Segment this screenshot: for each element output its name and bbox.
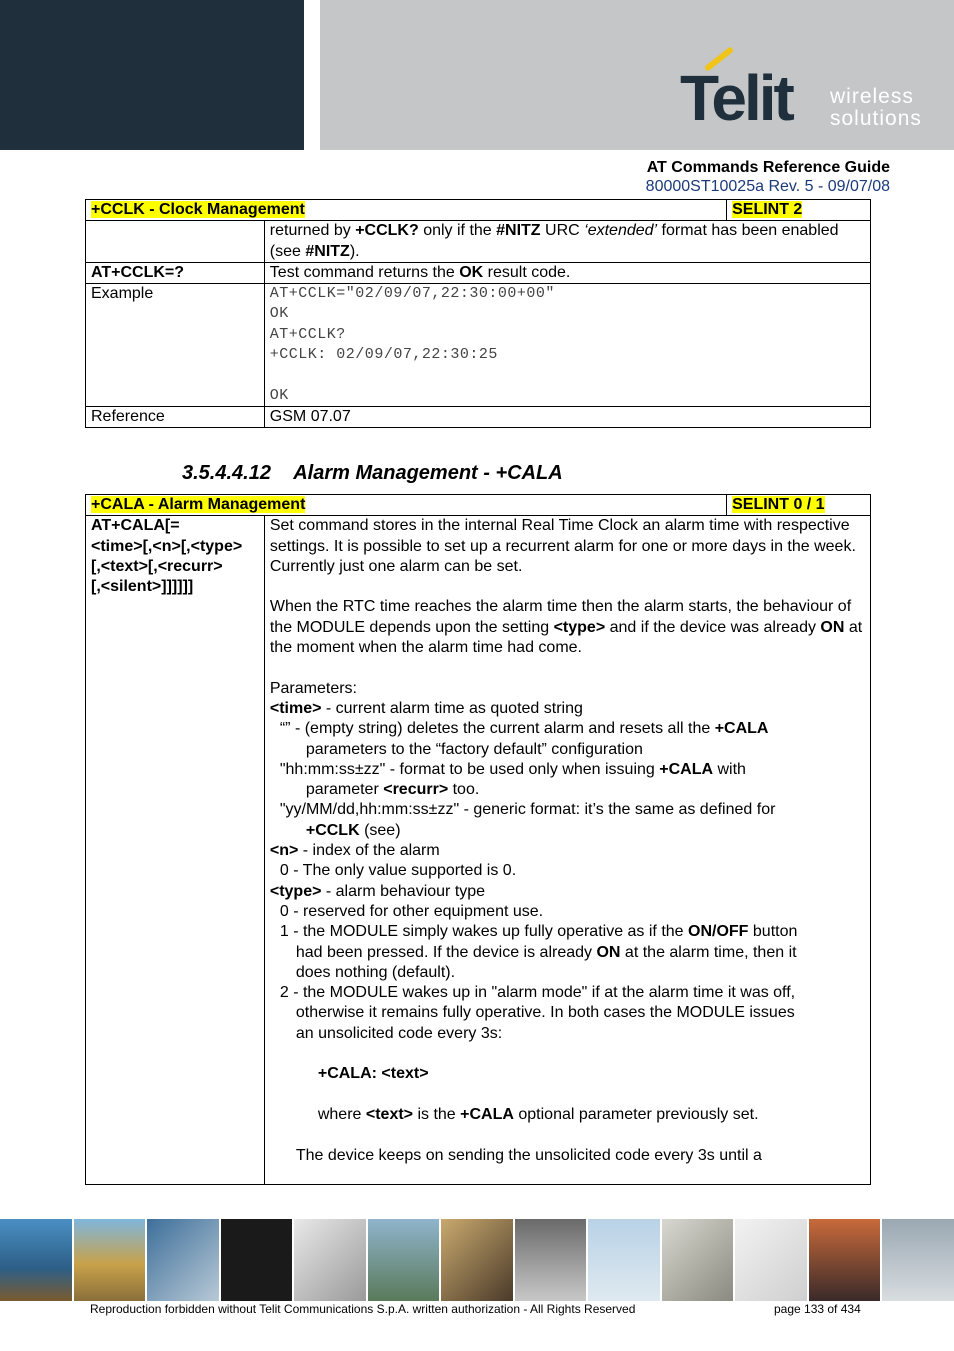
param-type-option: does nothing (default). bbox=[295, 963, 456, 981]
cclk-reference-row bbox=[86, 406, 871, 427]
photo-meter bbox=[147, 1219, 219, 1301]
photo-wind-turbines bbox=[588, 1219, 660, 1301]
cclk-test-row bbox=[86, 262, 871, 283]
photo-laser bbox=[735, 1219, 807, 1301]
cclk-selint-cell bbox=[727, 200, 871, 221]
photo-security-camera bbox=[882, 1219, 954, 1301]
cclk-title-cell bbox=[86, 200, 727, 221]
cala-table bbox=[85, 494, 871, 1185]
param-type-option: otherwise it remains fully operative. In both cases the MODULE issues bbox=[295, 1004, 795, 1022]
code-blank-line bbox=[270, 365, 865, 385]
photo-card-reader bbox=[441, 1219, 513, 1301]
cala-selint-cell bbox=[727, 495, 871, 516]
params-label: Parameters: bbox=[269, 679, 357, 697]
cclk-cont-text: returned by +CCLK? only if the #NITZ URC ‘extended’ format has been enabled (see #NITZ). bbox=[264, 221, 870, 263]
param-time-option: +CCLK (see) bbox=[305, 821, 401, 839]
cala-title: +CALA - Alarm Management bbox=[91, 496, 306, 513]
cclk-table bbox=[85, 199, 871, 428]
code-line: OK bbox=[269, 386, 289, 404]
cala-set-command: AT+CALA[= <time>[,<n>[,<type> [,<text>[,<recurr> [,<silent>]]]]]] bbox=[86, 516, 265, 1185]
param-time-option: parameter <recurr> too. bbox=[305, 781, 480, 799]
para-one-alarm: Currently just one alarm can be set. bbox=[269, 557, 523, 575]
cala-set-row bbox=[86, 516, 871, 1185]
footer-rights: Reproduction forbidden without Telit Communications S.p.A. written authorization - All Rights Reserved bbox=[90, 1302, 636, 1316]
photo-vending bbox=[515, 1219, 587, 1301]
cclk-selint: SELINT 2 bbox=[732, 201, 803, 218]
photo-trucks bbox=[74, 1219, 146, 1301]
cclk-test-desc: Test command returns the OK result code. bbox=[264, 262, 870, 283]
cclk-reference-label: Reference bbox=[86, 406, 265, 427]
param-time-option: "hh:mm:ss±zz" - format to be used only when issuing +CALA with bbox=[279, 760, 746, 778]
section-number: 3.5.4.4.12 bbox=[182, 462, 271, 484]
document-revision: 80000ST10025a Rev. 5 - 09/07/08 bbox=[645, 178, 890, 195]
photo-cyclist bbox=[368, 1219, 440, 1301]
cclk-cont-label bbox=[86, 221, 265, 263]
cala-set-description bbox=[264, 516, 870, 1185]
document-title: AT Commands Reference Guide bbox=[646, 159, 890, 176]
param-type-option: 2 - the MODULE wakes up in "alarm mode" if at the alarm time it was off, bbox=[279, 984, 796, 1002]
param-time: <time> - current alarm time as quoted string bbox=[269, 699, 583, 717]
cala-selint: SELINT 0 / 1 bbox=[732, 496, 825, 513]
photo-gas-meter bbox=[662, 1219, 734, 1301]
photo-phone-booth bbox=[0, 1219, 72, 1301]
photo-train-station bbox=[809, 1219, 881, 1301]
cclk-reference-value: GSM 07.07 bbox=[264, 406, 870, 427]
cclk-example-row bbox=[86, 284, 871, 407]
cala-title-row bbox=[86, 495, 871, 516]
cala-title-cell bbox=[86, 495, 727, 516]
param-type-option: 0 - reserved for other equipment use. bbox=[279, 902, 544, 920]
footer-photo-strip bbox=[0, 1219, 954, 1301]
section-title: Alarm Management - +CALA bbox=[293, 462, 563, 484]
telit-logo bbox=[678, 52, 928, 132]
param-time-option: "yy/MM/dd,hh:mm:ss±zz" - generic format: it’s the same as defined for bbox=[279, 801, 776, 819]
param-n-option: 0 - The only value supported is 0. bbox=[279, 862, 517, 880]
param-type-option: 1 - the MODULE simply wakes up fully operative as if the ON/OFF button bbox=[279, 923, 798, 941]
code-line: +CCLK: 02/09/07,22:30:25 bbox=[269, 346, 498, 364]
param-type: <type> - alarm behaviour type bbox=[269, 882, 486, 900]
param-n: <n> - index of the alarm bbox=[269, 842, 440, 860]
param-time-option: “” - (empty string) deletes the current alarm and resets all the +CALA bbox=[279, 720, 769, 738]
code-line: AT+CCLK="02/09/07,22:30:00+00" bbox=[269, 285, 555, 303]
code-line: OK bbox=[269, 305, 289, 323]
footer-page-number: page 133 of 434 bbox=[774, 1302, 861, 1316]
urc-where: where <text> is the +CALA optional parameter previously set. bbox=[317, 1105, 759, 1123]
cclk-title: +CCLK - Clock Management bbox=[91, 201, 305, 218]
code-line: AT+CCLK? bbox=[269, 325, 346, 343]
logo-tagline: wireless solutions bbox=[830, 85, 922, 130]
cclk-title-row bbox=[86, 200, 871, 221]
cclk-continuation-row bbox=[86, 221, 871, 263]
urc-example: +CALA: <text> bbox=[317, 1065, 429, 1083]
logo-wordmark: Telit bbox=[680, 62, 792, 134]
photo-keyboard bbox=[294, 1219, 366, 1301]
cclk-example-label: Example bbox=[86, 284, 265, 407]
header-dark-panel bbox=[0, 0, 304, 150]
param-time-option: parameters to the “factory default” configuration bbox=[305, 740, 643, 758]
para-rtc: When the RTC time reaches the alarm time then the alarm starts, the behaviour of the MODULE depends upon the setting <type> and if the device was already ON at the moment when the alarm time had come. bbox=[269, 598, 863, 657]
cclk-example-code bbox=[264, 284, 870, 407]
section-heading bbox=[182, 462, 563, 485]
para-continuation: The device keeps on sending the unsolicited code every 3s until a bbox=[295, 1146, 762, 1164]
cclk-test-cmd: AT+CCLK=? bbox=[86, 262, 265, 283]
param-type-option: had been pressed. If the device is already ON at the alarm time, then it bbox=[295, 943, 797, 961]
para-intro: Set command stores in the internal Real Time Clock an alarm time with respective settings. It is possible to set up a recurrent alarm for one or more days in the week. bbox=[269, 517, 856, 555]
photo-clock-display bbox=[221, 1219, 293, 1301]
param-type-option: an unsolicited code every 3s: bbox=[295, 1024, 503, 1042]
